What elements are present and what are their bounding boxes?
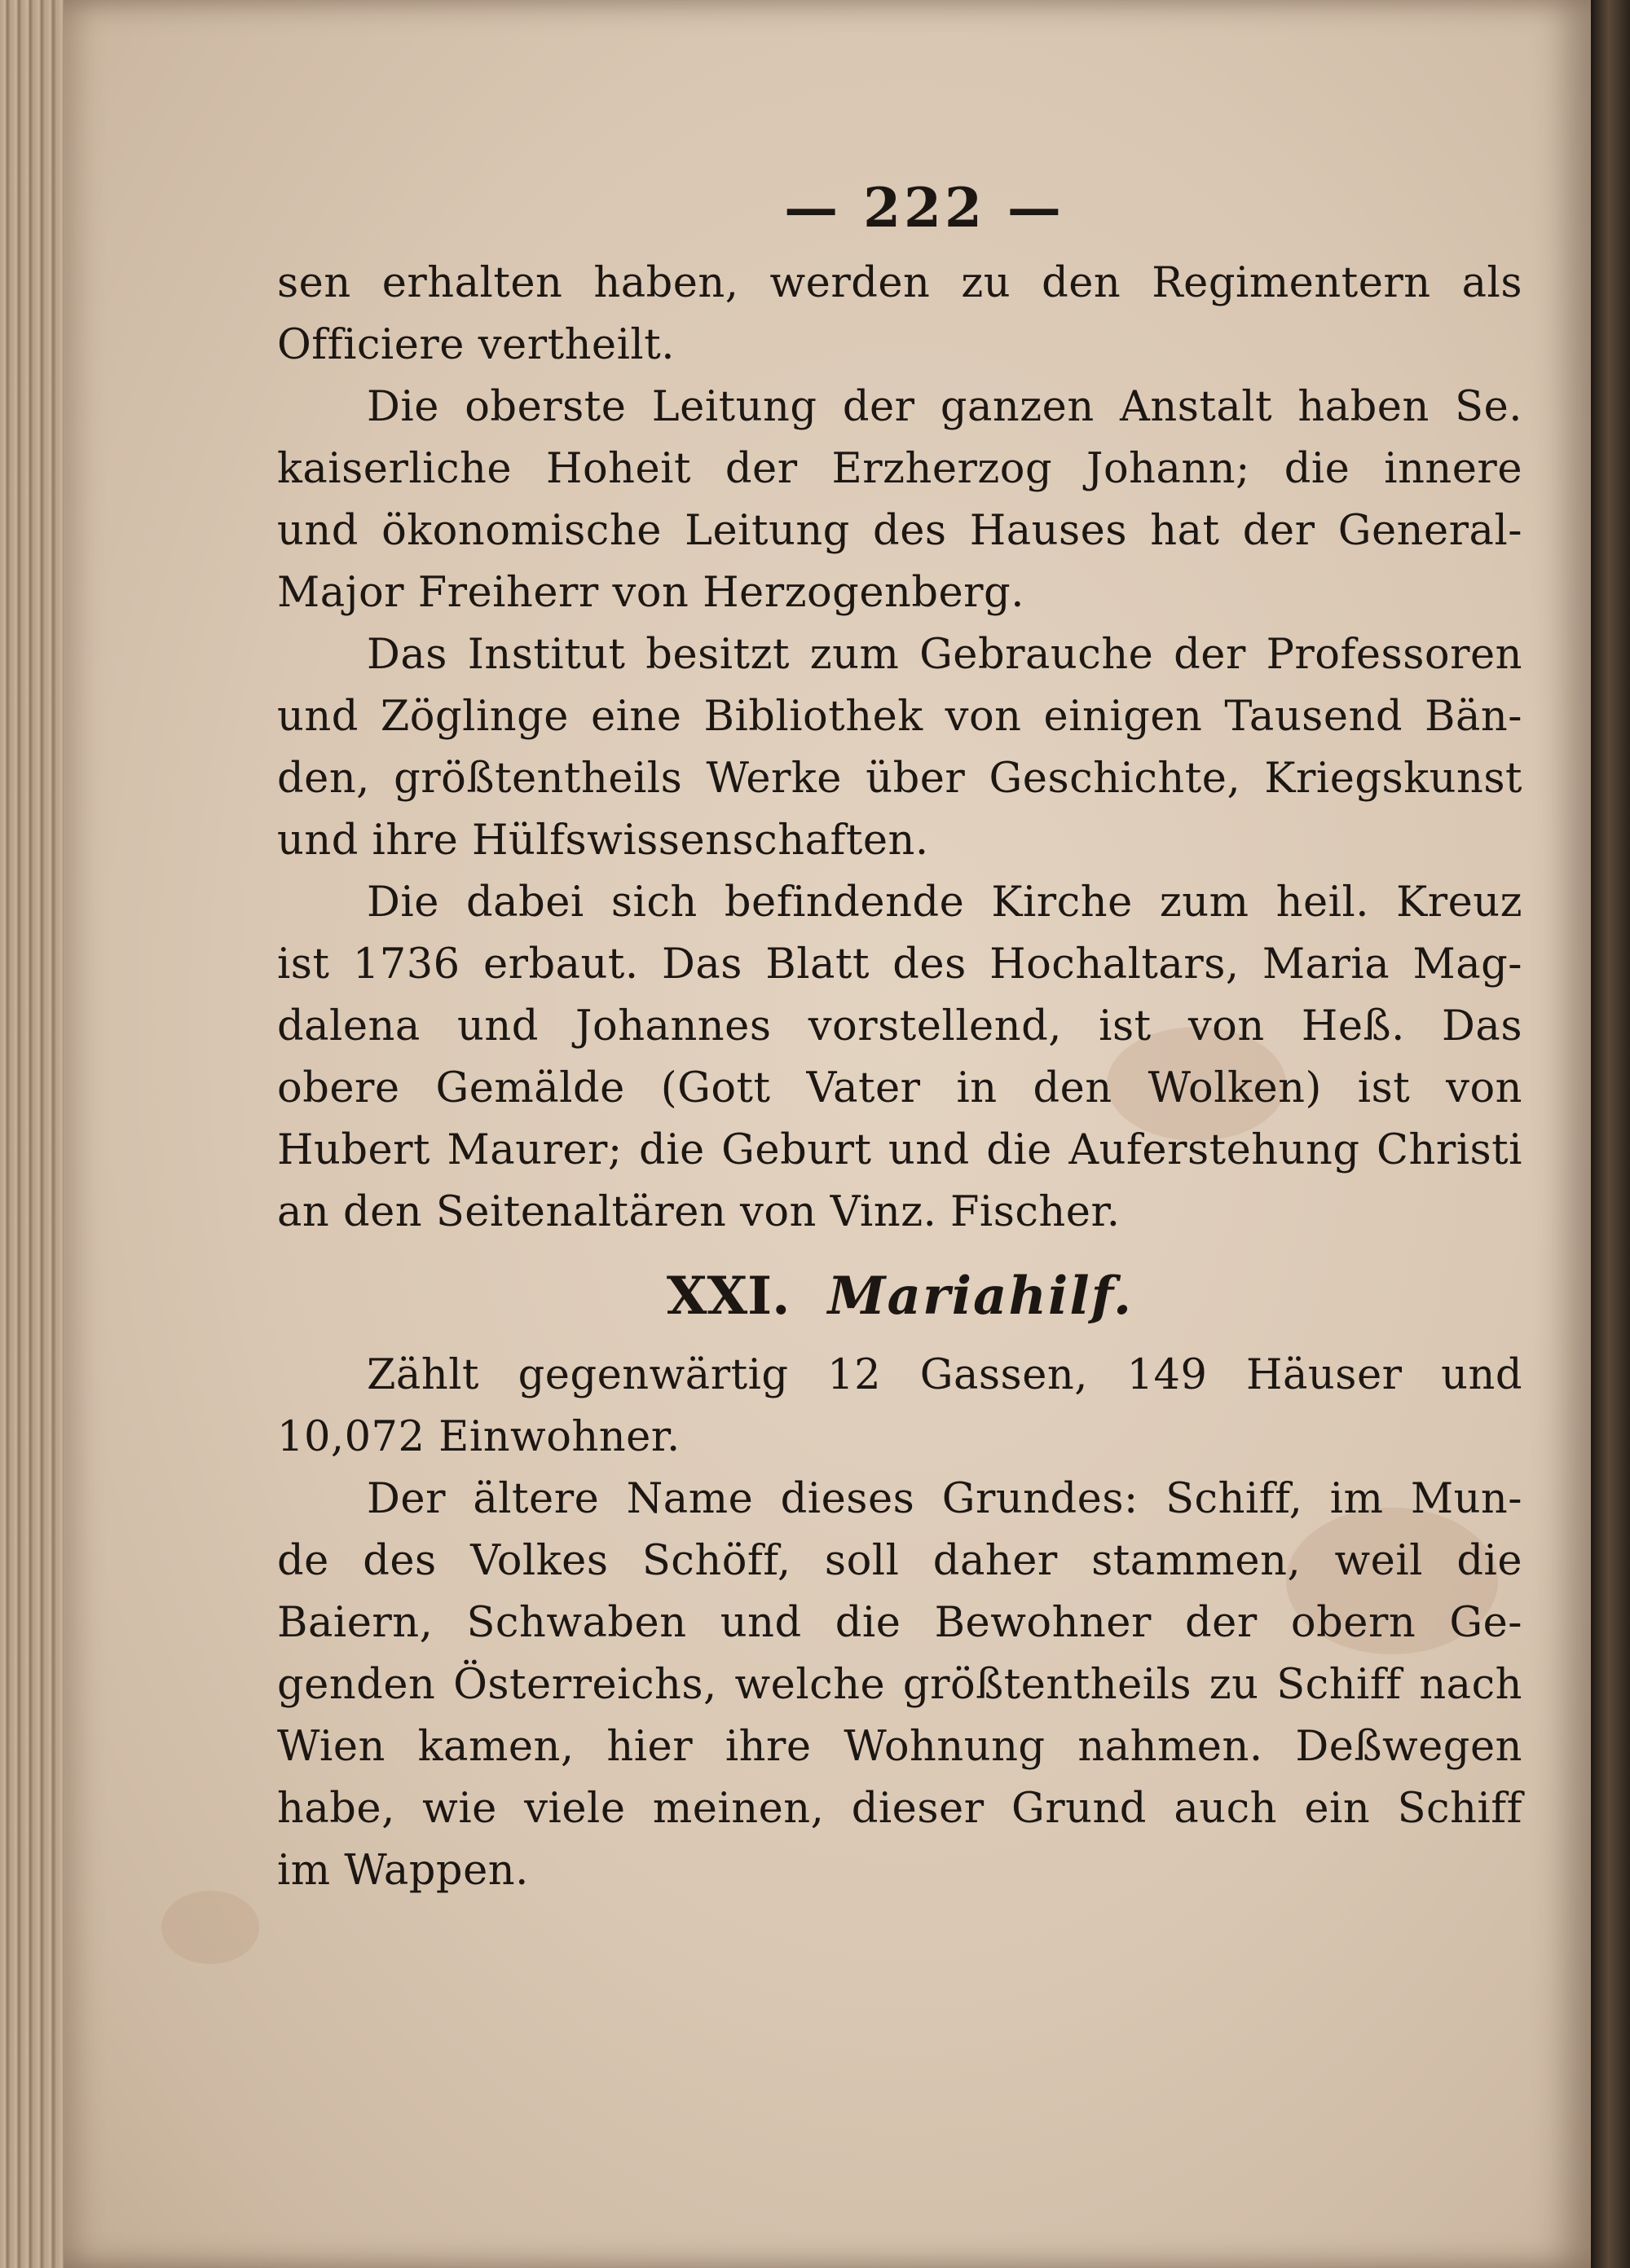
- paragraph: [277, 1345, 1522, 1469]
- text-line: und ökonomische Leitung des Hauses hat der General-: [277, 507, 1522, 555]
- text-line: Wien kamen, hier ihre Wohnung nahmen. Deßwegen: [277, 1723, 1522, 1771]
- text-line: obere Gemälde (Gott Vater in den Wolken) ist von: [277, 1064, 1522, 1112]
- text-line: im Wappen.: [277, 1847, 529, 1895]
- section-number: XXI.: [666, 1266, 791, 1327]
- text-line: und Zöglinge eine Bibliothek von einigen Tausend Bän-: [277, 693, 1522, 741]
- paragraph: [277, 377, 1522, 624]
- section-heading: [277, 1252, 1522, 1341]
- text-line: den, größtentheils Werke über Geschichte, Kriegskunst: [277, 755, 1522, 803]
- text-line: Das Institut besitzt zum Gebrauche der Professoren: [367, 631, 1522, 679]
- paragraphs-after-heading: [277, 1345, 1522, 1902]
- page-edges-left: [0, 0, 64, 2268]
- paragraph: [277, 872, 1522, 1244]
- text-line: dalena und Johannes vorstellend, ist von Heß. Das: [277, 1002, 1522, 1050]
- paragraph: [277, 1469, 1522, 1902]
- text-line: an den Seitenaltären von Vinz. Fischer.: [277, 1188, 1121, 1236]
- text-line: Der ältere Name dieses Grundes: Schiff, im Mun-: [367, 1475, 1522, 1523]
- page-number: — 222 —: [784, 176, 1064, 240]
- text-line: ist 1736 erbaut. Das Blatt des Hochaltars, Maria Mag-: [277, 940, 1522, 989]
- text-line: sen erhalten haben, werden zu den Regimentern als: [277, 259, 1522, 307]
- text-line: 10,072 Einwohner.: [277, 1413, 681, 1461]
- text-block: [277, 163, 1522, 1902]
- paragraph: [277, 624, 1522, 872]
- text-line: Major Freiherr von Herzogenberg.: [277, 569, 1024, 617]
- paper-stain: [161, 1891, 259, 1964]
- section-title: Mariahilf.: [827, 1266, 1134, 1327]
- text-line: und ihre Hülfswissenschaften.: [277, 817, 929, 865]
- text-line: Die oberste Leitung der ganzen Anstalt haben Se.: [367, 383, 1522, 431]
- text-line: de des Volkes Schöff, soll daher stammen, weil die: [277, 1537, 1522, 1585]
- text-line: kaiserliche Hoheit der Erzherzog Johann; die innere: [277, 445, 1522, 493]
- text-line: Die dabei sich befindende Kirche zum heil. Kreuz: [367, 879, 1522, 927]
- text-line: Officiere vertheilt.: [277, 321, 675, 369]
- book-page: [64, 0, 1591, 2268]
- text-line: Zählt gegenwärtig 12 Gassen, 149 Häuser und: [367, 1351, 1522, 1399]
- text-line: habe, wie viele meinen, dieser Grund auch ein Schiff: [277, 1785, 1522, 1833]
- page-edge-right: [1591, 0, 1630, 2268]
- text-line: Baiern, Schwaben und die Bewohner der obern Ge-: [277, 1599, 1522, 1647]
- text-line: Hubert Maurer; die Geburt und die Auferstehung Christi: [277, 1126, 1522, 1174]
- paragraph: [277, 253, 1522, 377]
- text-line: genden Österreichs, welche größtentheils zu Schiff nach: [277, 1661, 1522, 1709]
- paragraphs-before-heading: [277, 253, 1522, 1244]
